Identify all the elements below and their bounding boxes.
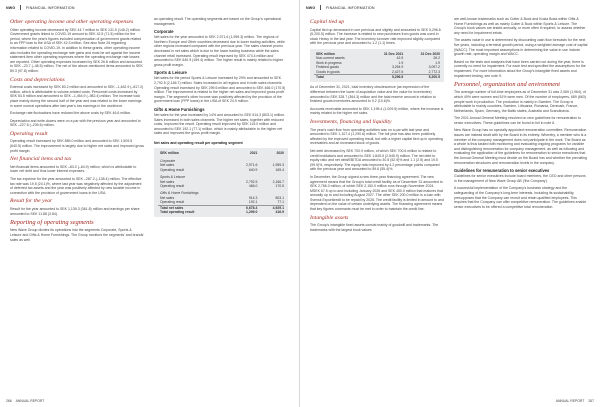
paragraph: The average number of full-time employees as of December 31 was 2,069 (1,964), of which 49% were women and 51% were men. Of the number of employees, 689 (663) people work in production. The production is mainly in Sweden. The Group is attributable to mainly countries, Sweden, Lithuania, Romania, Denmark, France, Netherlands, Spain, Germany, the Baltic states, Australia and Scandinavia.: [454, 90, 586, 113]
section-heading: Capital tied up: [310, 19, 345, 25]
table-row: [314, 75, 440, 80]
left-column-2-text: [154, 17, 288, 145]
right-page: [300, 0, 600, 407]
paragraph: Net sales for the period Sports & Leisure increased by 29% and amounted to SEK 2,792.5 (2,166.7) million. Sales increased in all regions and in both sales channels. Operating result increased by SEK 299.6 million and amounted to SEK 466.0 (170.5) million. The improvement is related to the higher net sales and improved gross profit margin. The segment's other income was positively affected by the provision of the government loan (PPP loans) in the USA of SEK 24.9 million.: [154, 76, 286, 104]
row-label: Net sales: [160, 163, 175, 168]
group-label: Sports & Leisure: [160, 175, 186, 180]
running-header-right: [306, 5, 375, 10]
page-number: 267: [588, 399, 594, 403]
paragraph: New Wave Group divides its operations into the segments Corporate, Sports & Leisure and Gifts & Home Furnishings. The Group monitors the segments' and brands' sales as well: [10, 228, 144, 242]
cell-value: 3,097.2: [428, 65, 440, 70]
cell-value: 1,299.0: [246, 209, 258, 214]
right-column-2: [454, 17, 588, 212]
cell-value: 416.9: [275, 209, 284, 214]
row-label: Total: [314, 75, 367, 80]
cell-value: 2,166.7: [272, 179, 284, 184]
left-column-1: [10, 17, 144, 245]
section-heading: Other operating income and other operating expenses: [10, 19, 134, 25]
segment-table: [158, 151, 284, 214]
cell-value: 4,929.1: [257, 205, 284, 210]
cell-value: 914.3: [248, 195, 258, 200]
paragraph: The tax expense for the year amounted to SEK –287.2 (–138.4) million. The effective tax rate was 19.5 (24.1)%, where last year was negatively affected by the adjustment of deferred tax assets and the year was positively affected by new taxable income in connection with the provision of government loans in the USA.: [10, 177, 142, 195]
right-column-1-bottom: [310, 85, 444, 232]
paragraph: The assets value in use is determined by discounting cash flow forecasts for the next five years, including a terminal growth period, using a weighted average cost of capital (WACC). The most important assumptions in determining the value in use include growth rate, operating margin and WACC.: [454, 38, 588, 57]
running-header-left: [6, 5, 75, 10]
paragraph: Net debt decreased by SEK 700.9 million, of which SEK 700.6 million is related to credit institutions and amounted to SEK 1,845.5 (2,545.9) million. The net debt to equity ratio and net debt/EBITDA amounted to 30.5 (52.9)% and 1.1 (2.5) and 19.5 (99.9)%, respectively. The equity ratio improved by 4.2 percentage points compared with the previous year and amounted to 59.6 (55.4)%.: [310, 148, 440, 172]
row-label: Operating result: [160, 183, 185, 188]
section-heading: Reporting of operating segments: [10, 219, 94, 227]
paragraph: Net sales for the year increased by 14% and amounted to SEK 914.3 (803.1) million. Sales increased in both sales channels. The higher net sales, together with reduced costs, improved the result. Operating result improved by SEK 115.0 million and amounted to SEK 192.1 (77.1) million, which is mainly attributable to the higher net sales and improved the gross profit margin.: [154, 112, 285, 136]
paragraph: The Group's intangible fixed assets consist mainly of goodwill and trademarks. The trademarks with the largest book values: [310, 223, 439, 232]
paragraph: Accounts receivable amounted to SEK 1,195.4 (1,009.5) million, where the increase is mainly related to the higher net sales.: [310, 106, 444, 116]
subheading: Corporate: [154, 29, 174, 35]
paragraph: External costs increased by SEK 80.2 million and amounted to SEK –1,462.9 (–817.2) million, which is attributable to volume-related costs. Personnel costs increased by SEK 54.5 million and amounted to SEK –1,454.9 (–982.4) million. The increase took place mainly during the second half of the year and was related to the lower earnings in some normal operations after last year's low earnings in the workforce.: [10, 85, 144, 108]
section-heading: Operating result: [10, 130, 48, 137]
footer-right: [556, 399, 594, 403]
page-number: 266: [6, 399, 12, 403]
table-group-row: [158, 156, 284, 163]
paragraph: Operating result increased by SEK 889.0 million and amounted to SEK 1,509.5 (640.5) million. The improvement is largely due to higher net sales and improved gross profit margin.: [10, 139, 144, 153]
brand-logo: NWG: [6, 5, 16, 10]
cell-value: 6,678.4: [231, 205, 258, 210]
paragraph: as operating result. The operating segments are based on the Group's operational management.: [154, 17, 282, 26]
segment-table-box: [154, 148, 288, 217]
section-title: FINANCIAL INFORMATION: [325, 5, 375, 10]
cell-value: 170.5: [275, 183, 284, 188]
group-label: Corporate: [160, 158, 176, 163]
capital-table-box: [310, 49, 444, 82]
footer-report-label: ANNUAL REPORT: [555, 399, 585, 403]
subheading: Gifts & Home Furnishings: [154, 106, 205, 112]
paragraph: Net financial items amounted to SEK –83.0 (–64.9) million, which is attributable to lower net debt and thus lower interest expenses.: [10, 164, 137, 174]
paragraph: New Wave Group has no specially appointed remuneration committee. Remuneration issues are instead dealt with by the Board in its entirety. Whereby, a member who is a member of the company management does not participate in the work. The Board as a whole is thus tasked with monitoring and evaluating ongoing programs for variable and distinguishing remuneration for company management, as well as following and evaluating the application of the guidelines for remuneration to senior executives that the Annual General Meeting must decide on the Board has and whether the prevailing remuneration structures and remuneration levels in the company.: [454, 128, 587, 165]
cell-value: 1.9: [398, 60, 404, 65]
row-label: Finished goods: [316, 65, 339, 70]
cell-value: 169.4: [275, 167, 284, 172]
cell-value: 42.5: [396, 56, 404, 61]
header-separator: [320, 5, 321, 10]
row-label: Operating result: [160, 167, 185, 172]
footer-left: [6, 399, 44, 403]
column-header: SEK million: [160, 151, 179, 156]
row-label: Net sales: [160, 195, 175, 200]
paragraph: Net sales for the year amounted to SEK 2,971.6 (1,959.3) million. The regions of Northern Europe and Other countries decreased due to lower trading activities, while other regions increased compared with the previous year. The sales channel promo decreased in net sales which is due to the lower trading business while the sales channel retail increased. Operating result improved by SEK 474.4 million and amounted to SEK 640.9 (169.4) million. The higher result is mainly related to higher gross profit margin.: [154, 35, 285, 67]
section-title: FINANCIAL INFORMATION: [25, 5, 75, 10]
section-heading: Intangible assets: [310, 214, 349, 221]
paragraph: A successful implementation of the Company's business strategy and the safeguarding of the Company's long-term interests, including its sustainability, presupposes that the Company can recruit and retain qualified employees. This requires that the Company can offer competitive remuneration. The guidelines enable senior executives to be offered a competitive total remuneration.: [454, 186, 587, 209]
cell-value: 2,792.5: [246, 179, 258, 184]
paragraph: Exchange rate fluctuations have reduced the above costs by SEK 46.6 million.: [10, 111, 132, 116]
cell-value: 1.9: [435, 60, 440, 65]
header-separator: [20, 5, 21, 10]
paragraph: Guidelines for senior executives include board members, the CEO and other persons in the management of New Wave Group AB ('the Company').: [454, 174, 586, 183]
cell-value: 2,427.6: [391, 69, 404, 74]
paragraph: In December, the Group signed a new three-year financing agreement. The new agreement means that the Group's total credit facility as of December 31 amounted to SEK 2,766.0 million, of which SEK 2,150.0 million runs through November 2024, MSEK 67.5 up to and including January 2026 and SEK 450.0 million that matures that annually up to and including August 2027. The other SEK 200.0 million is a loan with Svensk Exportkredit to be repaid by 2026. The credit facility is limited in amount to and dependent on the value of certain underlying assets. The financing agreement means that key figures covenants must be met in order to maintain the credit line.: [310, 174, 444, 212]
row-label: Work in progress: [316, 60, 342, 65]
paragraph: Other operating income decreased by SEK 44.7 million to SEK 131.5 (146.2) million. Government grants linked to COVID-19 amount to SEK 42.5 (71.5) million for the period, where the year's figures included compensation of government grants related to an FPP loan to the USA of SEK 42.3 million. See also Note 26 regarding information related to COVID-19. In addition to these grants, other operating income also includes the operating exchange rate gains and must be set against the income statement item other operating expenses where the operating exchange rate losses are reported. Other operating expenses increased by SEK 26.8 million and amounted to SEK –23.7 (–48.5) million. The net of the above-mentioned items amounted to SEK 89.3 (97.8) million.: [10, 27, 143, 73]
cell-value: 5,296.6: [367, 75, 404, 80]
paragraph: Result for the year amounted to SEK 1,139.3 (361.8) million and earnings per share amounted to SEK 11.88 (3.84).: [10, 207, 140, 216]
brand-logo: NWG: [306, 5, 316, 10]
paragraph: The 2021 Annual General Meeting resolved on new guidelines for remuneration to senior executives. These guidelines can be found in full in note 6.: [454, 116, 582, 125]
section-heading: Personnel, organization and environment: [454, 81, 561, 89]
table-title: Net sales and operating result per operating segment: [154, 140, 243, 145]
cell-value: 192.1: [248, 200, 258, 205]
right-column-1: [310, 17, 444, 235]
table-row: [158, 210, 284, 214]
subheading: Sports & Leisure: [154, 70, 187, 76]
cell-value: 640.9: [248, 167, 258, 172]
right-column-1-top: [310, 19, 444, 46]
row-label: Non-current assets: [316, 56, 345, 61]
table-group-row: [158, 172, 284, 179]
left-column-2: [154, 17, 288, 220]
group-label: Gifts & Home Furnishings: [160, 191, 199, 196]
cell-value: 3,254.9: [391, 65, 404, 70]
column-header: SEK million: [316, 51, 335, 56]
paragraph: As of December 31, 2021, total inventory obsolescence (as expression of the difference between the lower of acquisition value and the value for inventories) amounted to SEK 328.7 (364.3) million and the total reserve amount in relation to finished goods inventories amounted to 9.2 (10.6)%.: [310, 85, 436, 104]
section-heading: Investments, financing and liquidity: [310, 118, 392, 125]
column-header: 2020: [276, 151, 284, 156]
capital-tied-up-table: [314, 52, 440, 79]
table-group-row: [158, 188, 284, 195]
subheading: Guidelines for remuneration to senior executives: [454, 168, 550, 174]
cell-value: 5,200.5: [403, 75, 440, 80]
column-header: 31 Dec 2020: [420, 51, 440, 56]
paragraph: are well-known trademarks such as Cutter & Buck and Kosta Boda within Gifts & Home Furnishings as well as mainly Cutter & Buck within Sports & Leisure. The Group's book values are tested annually, or more often if required, to assess whether any need for impairment exists.: [454, 17, 586, 35]
cell-value: 2,971.6: [246, 163, 258, 168]
section-heading: Costs and depreciations: [10, 76, 65, 83]
row-label: Total operating result: [160, 209, 195, 214]
row-label: Operating result: [160, 200, 185, 205]
paragraph: Depreciation and write-downs were on a par with the previous year and amounted to SEK –227.6 (–239.6) million.: [10, 118, 141, 128]
column-header: 31 Dec 2021: [383, 51, 404, 56]
row-label: Goods in goods: [316, 69, 340, 74]
cell-value: 803.1: [275, 195, 284, 200]
paragraph: The year's cash flow from operating activities was on a par with last year and amounted to SEK 1,107.4 (1,290.6) million. The full year has also been positively affected by the improved operating result, but with a higher capital tied up in operating receivables and an increased stock of goods.: [310, 127, 443, 146]
paragraph: Based on the tests and analyses that have been carried out during the year, there is currently no need for impairment. For each test and specified the assumptions for the impairment. For more information about the Group's intangible fixed assets and impairment testing, see note 9.: [454, 59, 586, 78]
section-heading: Result for the year: [10, 198, 53, 205]
cell-value: 466.0: [248, 183, 258, 188]
row-label: Total net sales: [158, 205, 231, 210]
cell-value: 1,959.3: [272, 163, 284, 168]
section-heading: Net financial items and tax: [10, 156, 72, 163]
cell-value: 2,772.3: [428, 69, 440, 74]
column-header: 2021: [249, 151, 258, 156]
cell-value: 77.1: [277, 200, 284, 205]
footer-report-label: ANNUAL REPORT: [15, 399, 45, 403]
row-label: Net sales: [160, 179, 175, 184]
paragraph: Capital tied up decreased in one previous and slightly and amounted to SEK 5,296.6 (5,200.5) million. The increase is related to new purchases from goods was used in stock Heavy in the last year. The inventory turnover rate improved slightly compared with the previous year and amounted to 1.2 (1.1) times.: [310, 27, 441, 46]
cell-value: 26.2: [433, 56, 440, 61]
